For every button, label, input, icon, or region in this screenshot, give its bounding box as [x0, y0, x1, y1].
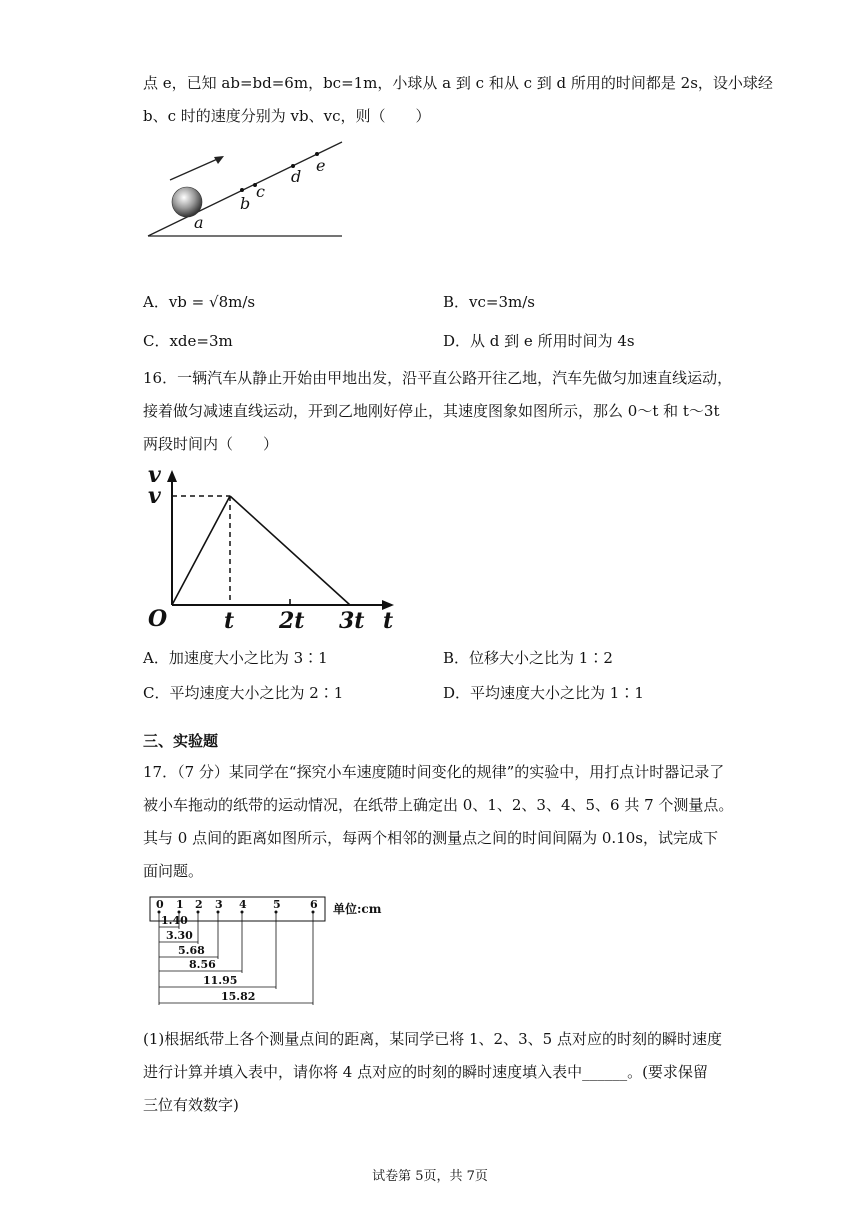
tick-label-3t: 3t	[339, 608, 365, 634]
q16-text-line-3: 两段时间内（ ）	[143, 435, 279, 453]
point-label-5: 5	[273, 898, 281, 911]
q17-part1-line-2: 进行计算并填入表中，请你将 4 点对应的时刻的瞬时速度填入表中______。(要求保留	[143, 1063, 708, 1081]
distance-label-2: 3.30	[166, 929, 193, 942]
q16-option-c: C．平均速度大小之比为 2∶1	[143, 684, 344, 702]
q15-option-a: A．vb = √8m/s	[143, 293, 256, 311]
section-heading: 三、实验题	[143, 732, 219, 750]
q15-option-c: C．xde=3m	[143, 332, 233, 350]
unit-label: 单位:cm	[333, 902, 382, 916]
distance-label-5: 11.95	[203, 974, 238, 987]
q15-text-line-1: 点 e，已知 ab=bd=6m，bc=1m，小球从 a 到 c 和从 c 到 d 所用的时间都是 2s，设小球经	[143, 74, 773, 92]
point-label-6: 6	[310, 898, 318, 911]
point-label-1: 1	[176, 898, 184, 911]
point-label-4: 4	[239, 898, 247, 911]
point-label-2: 2	[195, 898, 203, 911]
distance-label-4: 8.56	[189, 958, 216, 971]
incline-line	[148, 142, 342, 236]
q17-part1-line-3: 三位有效数字)	[143, 1096, 239, 1114]
label-d: d	[291, 167, 302, 186]
q16-option-a: A．加速度大小之比为 3∶1	[143, 649, 328, 667]
accel-segment	[172, 496, 230, 605]
v-axis-label: v	[148, 462, 161, 488]
q15-option-b: B．vc=3m/s	[443, 293, 535, 311]
point-b-dot	[240, 188, 244, 192]
paper-tape-figure	[145, 893, 390, 1011]
q16-option-b: B．位移大小之比为 1∶2	[443, 649, 613, 667]
tick-label-t: t	[224, 608, 235, 634]
velocity-time-graph	[140, 458, 410, 638]
q15-option-d: D．从 d 到 e 所用时间为 4s	[443, 332, 635, 350]
label-a: a	[194, 213, 204, 232]
q16-text-line-2: 接着做匀减速直线运动，开到乙地刚好停止，其速度图象如图所示，那么 0～t 和 t～3t	[143, 402, 720, 420]
incline-figure	[140, 140, 360, 250]
distance-label-6: 15.82	[221, 990, 256, 1003]
origin-label: O	[148, 606, 168, 632]
q17-text-line-3: 其与 0 点间的距离如图所示，每两个相邻的测量点之间的时间间隔为 0.10s，试完成下	[143, 829, 718, 847]
label-e: e	[316, 156, 326, 175]
q17-part1-line-1: (1)根据纸带上各个测量点间的距离，某同学已将 1、2、3、5 点对应的时刻的瞬时速度	[143, 1030, 722, 1048]
q15-text-line-2: b、c 时的速度分别为 vb、vc，则（ ）	[143, 107, 431, 125]
q17-text-line-2: 被小车拖动的纸带的运动情况，在纸带上确定出 0、1、2、3、4、5、6 共 7 个测量点。	[143, 796, 734, 814]
distance-label-1: 1.40	[161, 914, 188, 927]
page-footer: 试卷第 5页，共 7页	[372, 1169, 488, 1184]
distance-label-3: 5.68	[178, 944, 205, 957]
label-c: c	[256, 182, 265, 201]
t-axis-label: t	[383, 608, 394, 634]
q16-option-d: D．平均速度大小之比为 1∶1	[443, 684, 644, 702]
v-level-label: v	[148, 483, 161, 509]
label-b: b	[240, 194, 251, 213]
point-label-3: 3	[215, 898, 223, 911]
q17-text-line-4: 面问题。	[143, 862, 204, 880]
v-axis-arrow	[167, 470, 177, 482]
point-label-0: 0	[156, 898, 164, 911]
q17-text-line-1: 17．（7 分）某同学在“探究小车速度随时间变化的规律”的实验中，用打点计时器记录了	[143, 763, 725, 781]
tape-point-marks	[156, 898, 318, 911]
direction-arrow	[170, 157, 222, 180]
decel-segment	[230, 496, 350, 605]
q16-text-line-1: 16．一辆汽车从静止开始由甲地出发，沿平直公路开往乙地，汽车先做匀加速直线运动，	[143, 369, 733, 387]
tick-label-2t: 2t	[279, 608, 305, 634]
